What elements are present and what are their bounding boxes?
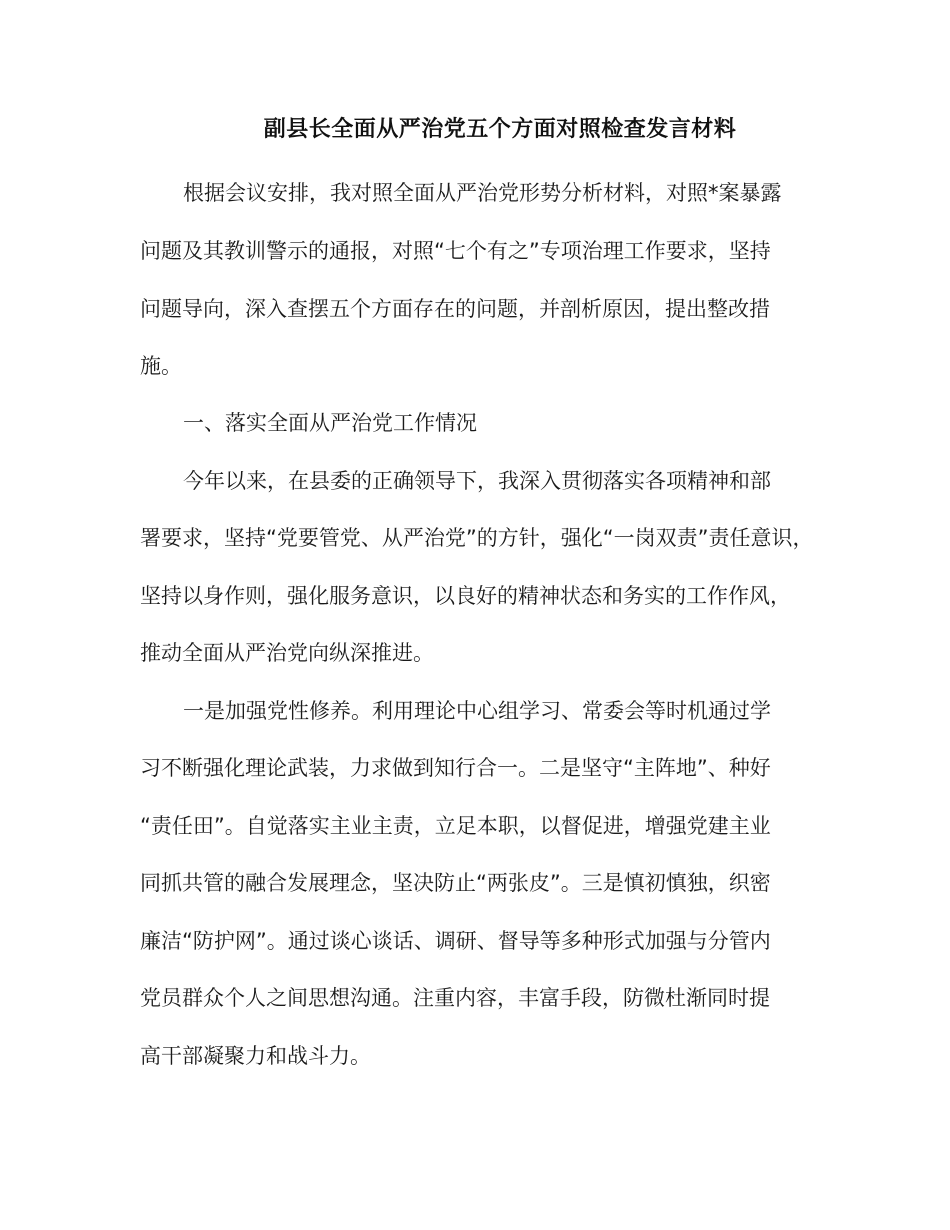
paragraph-line: 施。 xyxy=(140,354,182,378)
document-title: 副县长全面从严治党五个方面对照检查发言材料 xyxy=(263,117,737,142)
paragraph-line: 推动全面从严治党向纵深推进。 xyxy=(140,641,434,665)
paragraph-line: 一是加强党性修养。利用理论中心组学习、常委会等时机通过学 xyxy=(183,699,771,723)
paragraph-line: 同抓共管的融合发展理念，坚决防止“两张皮”。三是慎初慎独，织密 xyxy=(140,871,771,895)
paragraph-line: 问题导向，深入查摆五个方面存在的问题，并剖析原因，提出整改措 xyxy=(140,297,770,321)
paragraph-line: 党员群众个人之间思想沟通。注重内容，丰富手段，防微杜渐同时提 xyxy=(140,986,770,1010)
paragraph-line: 坚持以身作则，强化服务意识，以良好的精神状态和务实的工作作风， xyxy=(140,584,791,608)
paragraph-line: 习不断强化理论武装，力求做到知行合一。二是坚守“主阵地”、种好 xyxy=(140,756,771,780)
paragraph-line: 高干部凝聚力和战斗力。 xyxy=(140,1044,371,1068)
paragraph-line: 廉洁“防护网”。通过谈心谈话、调研、督导等多种形式加强与分管内 xyxy=(140,929,771,953)
paragraph-line: “责任田”。自觉落实主业主责，立足本职，以督促进，增强党建主业 xyxy=(140,814,771,838)
paragraph-line: 问题及其教训警示的通报，对照“七个有之”专项治理工作要求，坚持 xyxy=(140,239,771,263)
section-heading: 一、落实全面从严治党工作情况 xyxy=(183,411,477,435)
paragraph-line: 署要求，坚持“党要管党、从严治党”的方针，强化“一岗双责”责任意识， xyxy=(140,526,814,550)
paragraph-line: 根据会议安排，我对照全面从严治党形势分析材料，对照*案暴露 xyxy=(183,181,782,205)
paragraph-line: 今年以来，在县委的正确领导下，我深入贯彻落实各项精神和部 xyxy=(183,469,771,493)
